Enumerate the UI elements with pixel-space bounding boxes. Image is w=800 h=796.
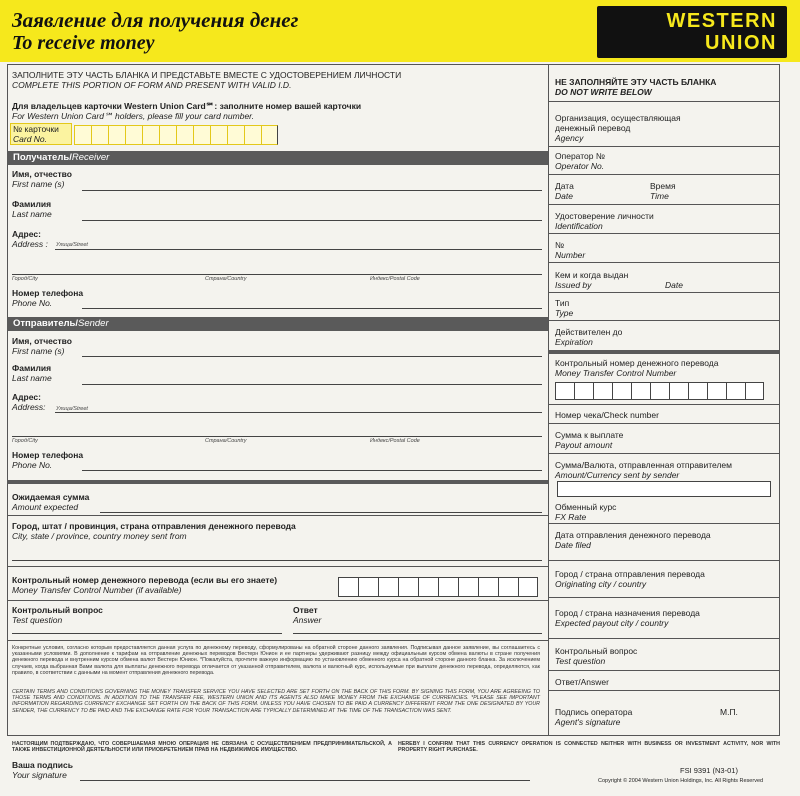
office-time-label: Время <box>650 181 676 191</box>
form-code: FSI 9391 (N3-01) <box>680 766 738 775</box>
receiver-address-label: Адрес: <box>12 229 41 239</box>
receiver-city-label: Город/City <box>12 276 38 282</box>
office-sent-label: Сумма/Валюта, отправленная отправителем <box>555 460 732 470</box>
office-agent-signature-label-en: Agent's signature <box>555 717 621 727</box>
office-divider-12 <box>548 560 780 561</box>
office-number-label: № <box>555 240 565 250</box>
sender-section-end-bar <box>7 480 548 484</box>
amount-expected-label: Ожидаемая сумма <box>12 492 90 502</box>
office-sent-label-en: Amount/Currency sent by sender <box>555 470 680 480</box>
receiver-city-field[interactable] <box>12 274 542 275</box>
western-union-logo <box>597 6 787 58</box>
receiver-header-ru: Получатель/ <box>13 152 72 163</box>
sender-header-en: Sender <box>78 318 109 329</box>
sender-surname-label: Фамилия <box>12 363 52 373</box>
sender-phone-label: Номер телефона <box>12 450 84 460</box>
office-divider-1 <box>548 146 780 147</box>
card-instructions-ru: Для владельцев карточки Western Union Card℠: заполните номер вашей карточки <box>12 101 362 111</box>
office-orig-label-en: Originating city / country <box>555 579 647 589</box>
office-test-label-en: Test question <box>555 656 606 666</box>
office-sent-field[interactable] <box>557 481 771 497</box>
office-divider-10 <box>548 453 780 454</box>
office-mtcn-label-en: Money Transfer Control Number <box>555 368 677 378</box>
office-answer-label: Ответ/Answer <box>555 677 609 687</box>
card-label-en: Card No. <box>13 134 48 144</box>
office-type-label: Тип <box>555 298 570 308</box>
office-orig-label: Город / страна отправления перевода <box>555 569 705 579</box>
office-payout-city-label: Город / страна назначения перевода <box>555 608 700 618</box>
office-filed-label: Дата отправления денежного перевода <box>555 530 711 540</box>
sender-name-label: Имя, отчество <box>12 336 72 346</box>
office-expiration-label: Действителен до <box>555 327 623 337</box>
test-question-field[interactable] <box>12 633 282 634</box>
receiver-phone-label: Номер телефона <box>12 288 84 298</box>
office-divider-11 <box>548 523 780 524</box>
receiver-postal-label: Индекс/Postal Code <box>370 276 420 282</box>
mtcn-label: Контрольный номер денежного перевода (если вы его знаете) <box>12 575 278 585</box>
office-header-en: DO NOT WRITE BELOW <box>555 87 652 97</box>
receiver-phone-field[interactable] <box>82 308 542 309</box>
office-divider-16 <box>548 690 780 691</box>
office-date-label: Дата <box>555 181 574 191</box>
sender-section-header <box>7 317 548 331</box>
legal-text-ru: Конкретные условия, согласно которым предоставляется данная услуга по денежному переводу, сформулированы на обратной стороне данного заявления. Подписывая данное заявление, вы соглашаетесь с указанными условиями. В дополнение к тарифам на отправление денежных переводов Вестерн Юнион и ее партнеры удерживают разницу между официальным курсом обмена валюты в стране получения денежного перевода и внутренним курсом обмена валют Вестерн Юнион. *Пожалуйста, прочтите важную информацию по установлению обменного курса на обратной стороне данного бланка. За исключением случаев, когда выбранная Вами валюта для выплаты денежного перевода отличается от указанной отправителем, валюта и валютный курс, используемые при выплате денежного перевода, определяются, как правило, в соответствии с данными на момент отправления денежного перевода. <box>12 645 540 676</box>
office-agency-label: Организация, осуществляющая денежный перевод <box>555 113 681 133</box>
office-payout-city-label-en: Expected payout city / country <box>555 618 669 628</box>
origin-label: Город, штат / провинция, страна отправления денежного перевода <box>12 521 296 531</box>
confirmation-text-ru: НАСТОЯЩИМ ПОДТВЕРЖДАЮ, ЧТО СОВЕРШАЕМАЯ МНОЮ ОПЕРАЦИЯ НЕ СВЯЗАНА С ОСУЩЕСТВЛЕНИЕМ ПРЕДПРИНИМАТЕЛЬСКОЙ, А ТАКЖЕ ИНВЕСТИЦИОННОЙ ДЕЯТЕЛЬНОСТИ ИЛИ ПРИОБРЕТЕНИЕМ ПРАВ НА НЕДВИЖИМОЕ ИМУЩЕСТВО. <box>12 741 392 754</box>
sender-city-field[interactable] <box>12 436 542 437</box>
receiver-country-label: Страна/Country <box>205 276 247 282</box>
origin-label-en: City, state / province, country money sent from <box>12 531 187 541</box>
office-divider-13 <box>548 597 780 598</box>
mtcn-label-en: Money Transfer Control Number (if available) <box>12 585 182 595</box>
sender-phone-label-en: Phone No. <box>12 460 53 470</box>
amount-expected-label-en: Amount expected <box>12 502 79 512</box>
office-divider-15 <box>548 670 780 671</box>
card-number-boxes[interactable] <box>74 125 278 145</box>
form-title-ru: Заявление для получения денег <box>12 8 299 32</box>
office-divider-9 <box>548 423 780 424</box>
signature-label-en: Your signature <box>12 770 67 780</box>
test-answer-field[interactable] <box>293 633 542 634</box>
mtcn-boxes[interactable] <box>338 577 538 597</box>
office-payout-label-en: Payout amount <box>555 440 613 450</box>
test-divider <box>7 640 548 641</box>
sender-name-label-en: First name (s) <box>12 346 65 356</box>
logo-line-2: UNION <box>705 32 777 54</box>
office-section-bar <box>548 350 780 354</box>
receiver-street-label: Улица/Street <box>56 242 88 248</box>
receiver-header-en: Receiver <box>71 152 110 163</box>
office-divider-6 <box>548 292 780 293</box>
column-divider <box>548 64 549 736</box>
office-operator-label: Оператор № <box>555 151 605 161</box>
mtcn-divider <box>7 600 548 601</box>
test-question-label-en: Test question <box>12 615 63 625</box>
office-payout-label: Сумма к выплате <box>555 430 624 440</box>
receiver-address-label-en: Address : <box>12 239 48 249</box>
logo-line-1: WESTERN <box>666 10 777 32</box>
legal-text-en: CERTAIN TERMS AND CONDITIONS GOVERNING THE MONEY TRANSFER SERVICE YOU HAVE SELECTED ARE SET FORTH ON THE BACK OF THIS FORM. BY SIGNING THIS FORM, YOU ARE AGREEING TO THOSE TERMS AND CONDITIONS. IN ADDITION TO THE TRANSFER FEE, WESTERN UNION AND ITS AGENTS ALSO MAKE MONEY FROM THE EXCHANGE OF CURRENCIES. *PLEASE SEE IMPORTANT INFORMATION REGARDING CURRENCY EXCHANGE SET FORTH ON THE BACK OF THIS FORM. UNLESS YOU HAVE CHOSEN TO BE PAID A CURRENCY DIFFERENT FROM THE ONE DESIGNATED BY YOUR SENDER, THE CURRENCY TO BE PAID AND THE EXCHANGE RATE FOR YOUR TRANSACTION ARE TYPICALLY DETERMINED AT THE TIME OF THE TRANSACTION WAS SENT. <box>12 689 540 714</box>
office-filed-label-en: Date filed <box>555 540 591 550</box>
sender-address-label-en: Address: <box>12 402 46 412</box>
sender-address-label: Адрес: <box>12 392 41 402</box>
form-title-en: To receive money <box>12 32 155 54</box>
test-question-label: Контрольный вопрос <box>12 605 103 615</box>
office-operator-label-en: Operator No. <box>555 161 605 171</box>
receiver-section-header <box>7 151 548 165</box>
sender-street-label: Улица/Street <box>56 406 88 412</box>
card-label-ru: № карточки <box>13 124 59 134</box>
sender-postal-label: Индекс/Postal Code <box>370 438 420 444</box>
origin-divider <box>7 566 548 567</box>
office-mtcn-boxes[interactable] <box>555 382 764 400</box>
office-header-ru: НЕ ЗАПОЛНЯЙТЕ ЭТУ ЧАСТЬ БЛАНКА <box>555 77 717 87</box>
receiver-street-field[interactable] <box>55 249 542 250</box>
office-agent-signature-label: Подпись оператора <box>555 707 633 717</box>
receiver-surname-label: Фамилия <box>12 199 52 209</box>
receiver-name-label: Имя, отчество <box>12 169 72 179</box>
office-divider-8 <box>548 404 780 405</box>
office-divider-2 <box>548 174 780 175</box>
office-id-label-en: Identification <box>555 221 603 231</box>
office-divider-3 <box>548 204 780 205</box>
office-time-label-en: Time <box>650 191 669 201</box>
test-answer-label-en: Answer <box>293 615 322 625</box>
instructions-ru: ЗАПОЛНИТЕ ЭТУ ЧАСТЬ БЛАНКА И ПРЕДСТАВЬТЕ ВМЕСТЕ С УДОСТОВЕРЕНИЕМ ЛИЧНОСТИ <box>12 70 402 80</box>
card-instructions-en: For Western Union Card℠ holders, please fill your card number. <box>12 111 255 121</box>
office-issued-label-en: Issued by <box>555 280 592 290</box>
office-test-label: Контрольный вопрос <box>555 646 638 656</box>
office-id-label: Удостоверение личности <box>555 211 654 221</box>
instructions-en: COMPLETE THIS PORTION OF FORM AND PRESENT WITH VALID I.D. <box>12 80 292 90</box>
office-divider-4 <box>548 233 780 234</box>
receiver-phone-label-en: Phone No. <box>12 298 53 308</box>
sender-header-ru: Отправитель/ <box>13 318 78 329</box>
office-agency-label-en: Agency <box>555 133 584 143</box>
office-expiration-label-en: Expiration <box>555 337 593 347</box>
signature-field[interactable] <box>80 780 530 781</box>
signature-label: Ваша подпись <box>12 760 73 770</box>
amount-divider <box>7 515 548 516</box>
office-mtcn-label: Контрольный номер денежного перевода <box>555 358 719 368</box>
sender-name-field[interactable] <box>82 356 542 357</box>
office-stamp-label: М.П. <box>720 707 738 717</box>
office-divider-14 <box>548 638 780 639</box>
office-issued-label: Кем и когда выдан <box>555 270 629 280</box>
sender-surname-field[interactable] <box>82 384 542 385</box>
sender-phone-field[interactable] <box>82 470 542 471</box>
office-fx-label-en: FX Rate <box>555 512 587 522</box>
copyright: Copyright © 2004 Western Union Holdings, Inc. All Rights Reserved <box>598 778 764 784</box>
sender-country-label: Страна/Country <box>205 438 247 444</box>
sender-surname-label-en: Last name <box>12 373 52 383</box>
office-number-label-en: Number <box>555 250 586 260</box>
office-type-label-en: Type <box>555 308 574 318</box>
office-date-label-en: Date <box>555 191 573 201</box>
receiver-name-label-en: First name (s) <box>12 179 65 189</box>
office-divider-7 <box>548 320 780 321</box>
confirmation-text-en: HEREBY I CONFIRM THAT THIS CURRENCY OPERATION IS CONNECTED NEITHER WITH BUSINESS OR INVESTMENT ACTIVITY, NOR WITH PROPERTY RIGHT PURCHASE. <box>398 741 780 754</box>
sender-city-label: Город/City <box>12 438 38 444</box>
office-check-label: Номер чека/Check number <box>555 410 659 420</box>
amount-expected-field[interactable] <box>100 512 542 513</box>
office-fx-label: Обменный курс <box>555 502 617 512</box>
origin-field[interactable] <box>12 560 542 561</box>
receiver-surname-label-en: Last name <box>12 209 52 219</box>
office-divider-5 <box>548 262 780 263</box>
receiver-name-field[interactable] <box>82 190 542 191</box>
office-issued-date-label: Date <box>665 280 683 290</box>
test-answer-label: Ответ <box>293 605 318 615</box>
receiver-surname-field[interactable] <box>82 220 542 221</box>
sender-street-field[interactable] <box>55 412 542 413</box>
office-divider-0 <box>548 101 780 102</box>
